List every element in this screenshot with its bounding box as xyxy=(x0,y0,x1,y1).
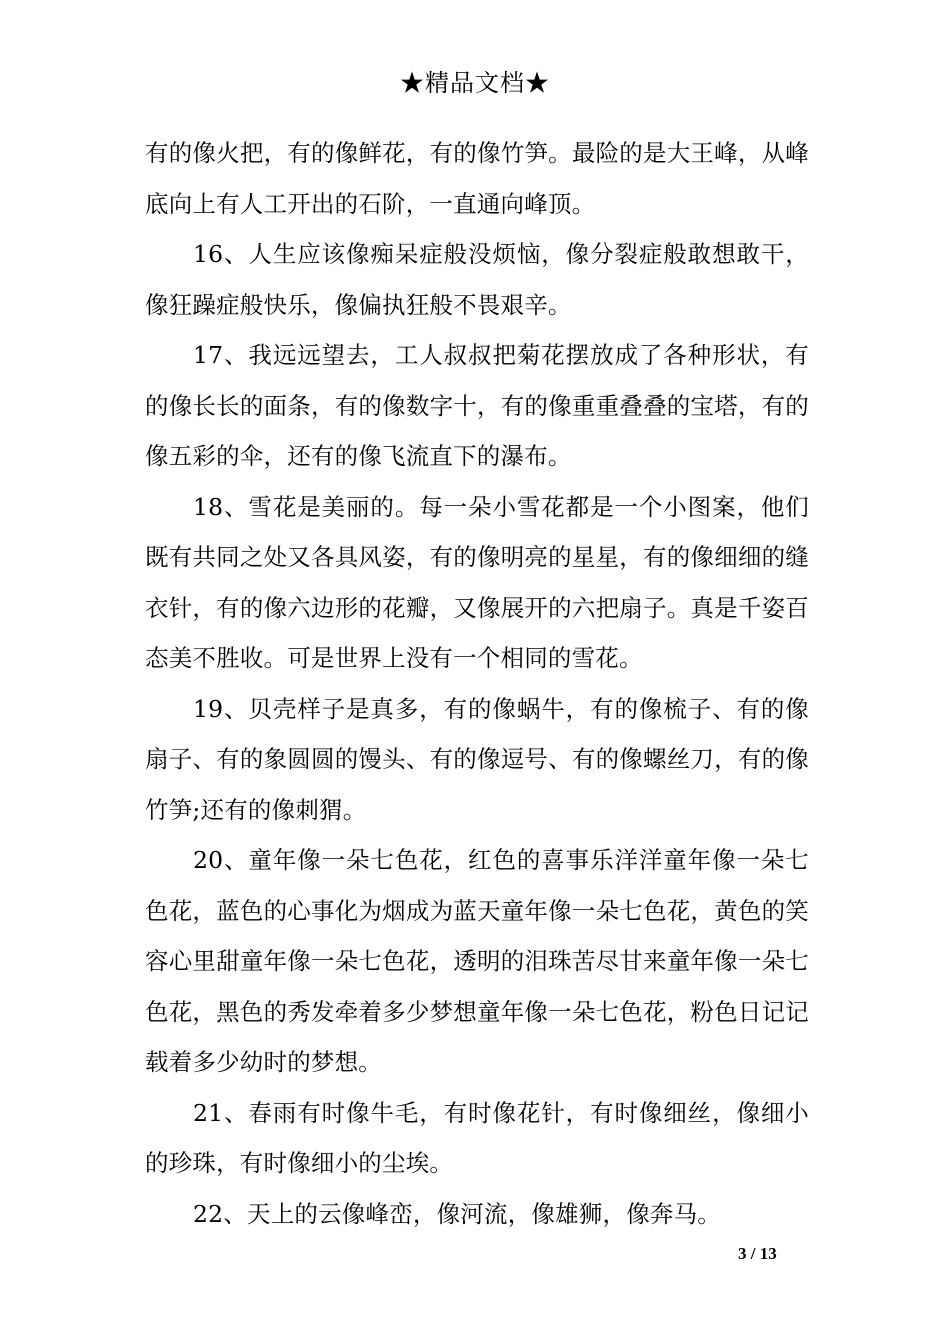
paragraph-20: 20、童年像一朵七色花，红色的喜事乐洋洋童年像一朵七色花，蓝色的心事化为烟成为蓝天童年像一朵七色花，黄色的笑容心里甜童年像一朵七色花，透明的泪珠苦尽甘来童年像一朵七色花，黑色的秀发牵着多少梦想童年像一朵七色花，粉色日记记载着多少幼时的梦想。 xyxy=(145,846,809,1076)
paragraph-continuation: 有的像火把，有的像鲜花，有的像竹笋。最险的是大王峰，从峰底向上有人工开出的石阶，一直通向峰顶。 xyxy=(145,139,809,218)
paragraph-22: 22、天上的云像峰峦，像河流，像雄狮，像奔马。 xyxy=(193,1199,722,1228)
page-number: 3 / 13 xyxy=(738,1244,777,1263)
paragraph-18: 18、雪花是美丽的。每一朵小雪花都是一个小图案，他们既有共同之处又各具风姿，有的像明亮的星星，有的像细细的缝衣针，有的像六边形的花瓣，又像展开的六把扇子。真是千姿百态美不胜收。可是世界上没有一个相同的雪花。 xyxy=(145,492,809,672)
paragraph-16: 16、人生应该像痴呆症般没烦恼，像分裂症般敢想敢干，像狂躁症般快乐，像偏执狂般不畏艰辛。 xyxy=(145,240,809,319)
paragraph-21: 21、春雨有时像牛毛，有时像花针，有时像细丝，像细小的珍珠，有时像细小的尘埃。 xyxy=(145,1098,809,1177)
page-header-title: ★精品文档★ xyxy=(400,69,550,97)
paragraph-19: 19、贝壳样子是真多，有的像蜗牛，有的像梳子、有的像扇子、有的象圆圆的馒头、有的像逗号、有的像螺丝刀，有的像竹笋;还有的像刺猬。 xyxy=(145,694,809,824)
document-body xyxy=(145,128,809,1239)
paragraph-17: 17、我远远望去，工人叔叔把菊花摆放成了各种形状，有的像长长的面条，有的像数字十，有的像重重叠叠的宝塔，有的像五彩的伞，还有的像飞流直下的瀑布。 xyxy=(145,341,809,470)
